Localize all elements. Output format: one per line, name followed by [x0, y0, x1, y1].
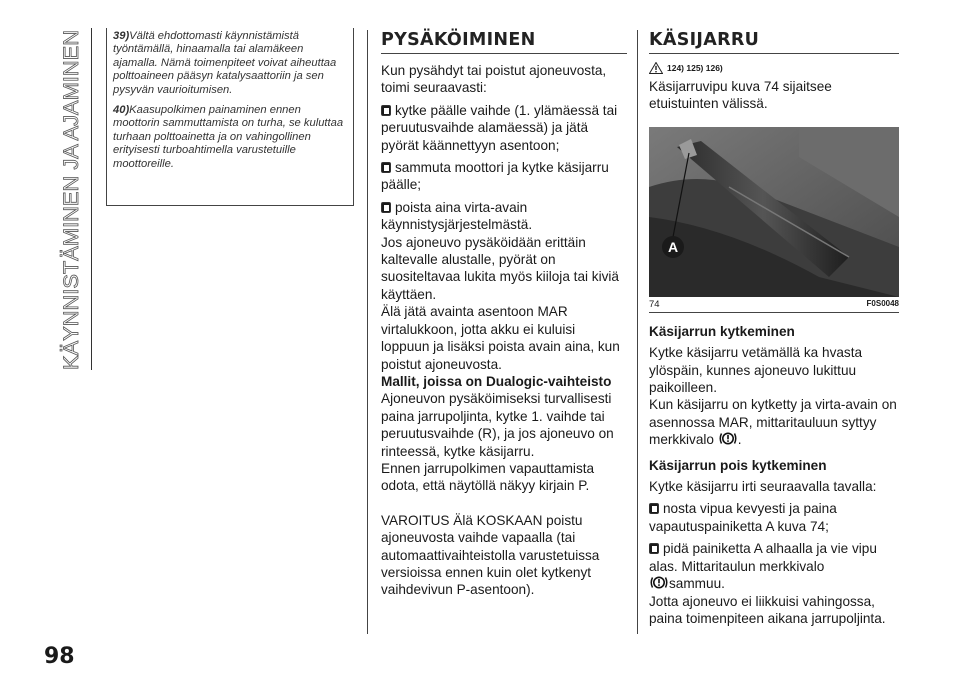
list-item: kytke päälle vaihde (1. ylämäessä tai peruutusvaihde alamäessä) ja jätä pyörät käännettyyn asentoon;: [381, 102, 618, 153]
handbrake-intro: Käsijarruvipu kuva 74 sijaitsee etuistuinten välissä.: [649, 79, 832, 112]
note-40: 40)Kaasupolkimen painaminen ennen moottorin sammuttamista on turha, se kuluttaa turhaan polttoainetta ja on vahingollinen erityisesti turboahtimella varustetuille moottoreille.: [113, 104, 344, 170]
release-paragraph: Jotta ajoneuvo ei liikkuisi vahingossa, paina toimenpiteen aikana jarrupoljinta.: [649, 593, 886, 626]
bullet-icon: [649, 543, 659, 554]
column-divider: [637, 30, 638, 634]
figure-caption: [649, 299, 899, 313]
parking-warning: VAROITUS Älä KOSKAAN poistu ajoneuvosta vaihde vapaalla (tai automaattivaihteistolla varustetuissa versioissa ennen kuin olet kytkenyt vaihdevivun P-asentoon).: [381, 512, 600, 598]
release-intro: Kytke käsijarru irti seuraavalla tavalla:: [649, 479, 877, 495]
parking-intro: Kun pysähdyt tai poistut ajoneuvosta, toimi seuraavasti:: [381, 63, 607, 96]
figure-number: 74: [649, 298, 660, 310]
bullet-icon: [381, 202, 391, 213]
warning-triangle-icon: [649, 62, 663, 74]
list-item: pidä painiketta A alhaalla ja vie vipu alas. Mittaritaulun merkkivalo: [649, 541, 877, 574]
parking-section: [381, 30, 627, 599]
list-item: nosta vipua kevyesti ja paina vapautuspainiketta A kuva 74;: [649, 501, 837, 534]
bullet-icon: [381, 105, 391, 116]
engage-paragraph: Kun käsijarru on kytketty ja virta-avain on asennossa MAR, mittaritauluun syttyy merkkivalo .: [649, 397, 897, 448]
notes-box: [106, 28, 354, 206]
warning-references: 124) 125) 126): [649, 62, 899, 74]
side-running-title: [52, 28, 88, 373]
brake-warning-lamp-icon: [718, 431, 738, 446]
side-title-text: KÄYNNISTÄMINEN JA AJAMINEN: [59, 35, 83, 370]
handbrake-figure: [649, 127, 899, 297]
note-39: 39)Vältä ehdottomasti käynnistämistä työntämällä, hinaamalla tai alamäkeen ajamalla. Nämä toimenpiteet voivat aiheuttaa polttoaineen pääsyn katalysaattoriin ja sen pysyvän vaurioitumisen.: [113, 30, 337, 96]
parking-paragraph: Jos ajoneuvo pysäköidään erittäin kaltevalle alustalle, pyörät on suositeltavaa lukita myös kiiloja tai kiviä käyttäen.: [381, 234, 619, 302]
figure-code: F0S0048: [866, 298, 899, 308]
dualogic-subheading: Mallit, joissa on Dualogic-vaihteisto: [381, 373, 612, 389]
engage-subheading: Käsijarrun kytkeminen: [649, 323, 795, 339]
parking-paragraph: Älä jätä avainta asentoon MAR virtalukkoon, jotta akku ei kuluisi loppuun ja lisäksi poista avain aina, kun poistut ajoneuvosta.: [381, 304, 620, 372]
handbrake-heading: KÄSIJARRU: [649, 30, 899, 54]
bullet-icon: [381, 162, 391, 173]
list-item: poista aina virta-avain käynnistysjärjestelmästä.: [381, 199, 533, 233]
figure-label-a: A: [667, 238, 679, 255]
brake-warning-lamp-icon: [649, 575, 669, 590]
handbrake-illustration: [649, 127, 899, 297]
release-lamp-line: sammuu.: [649, 575, 899, 592]
handbrake-section: [649, 30, 899, 627]
side-rule: [91, 28, 92, 370]
parking-heading: PYSÄKÖIMINEN: [381, 30, 627, 54]
engage-paragraph: Kytke käsijarru vetämällä ka hvasta ylöspäin, kunnes ajoneuvo lukittuu paikoilleen.: [649, 345, 863, 396]
bullet-icon: [649, 503, 659, 514]
parking-paragraph: Ajoneuvon pysäköimiseksi turvallisesti paina jarrupoljinta, kytke 1. vaihde tai peruutusvaihde (R), ja jos ajoneuvo on rinteessä, kytke käsijarru.: [381, 391, 614, 459]
column-divider: [367, 30, 368, 634]
release-subheading: Käsijarrun pois kytkeminen: [649, 457, 827, 473]
page-number: 98: [44, 644, 75, 669]
list-item: sammuta moottori ja kytke käsijarru päälle;: [381, 160, 609, 193]
parking-paragraph: Ennen jarrupolkimen vapauttamista odota, että näytöllä näkyy kirjain P.: [381, 460, 595, 494]
